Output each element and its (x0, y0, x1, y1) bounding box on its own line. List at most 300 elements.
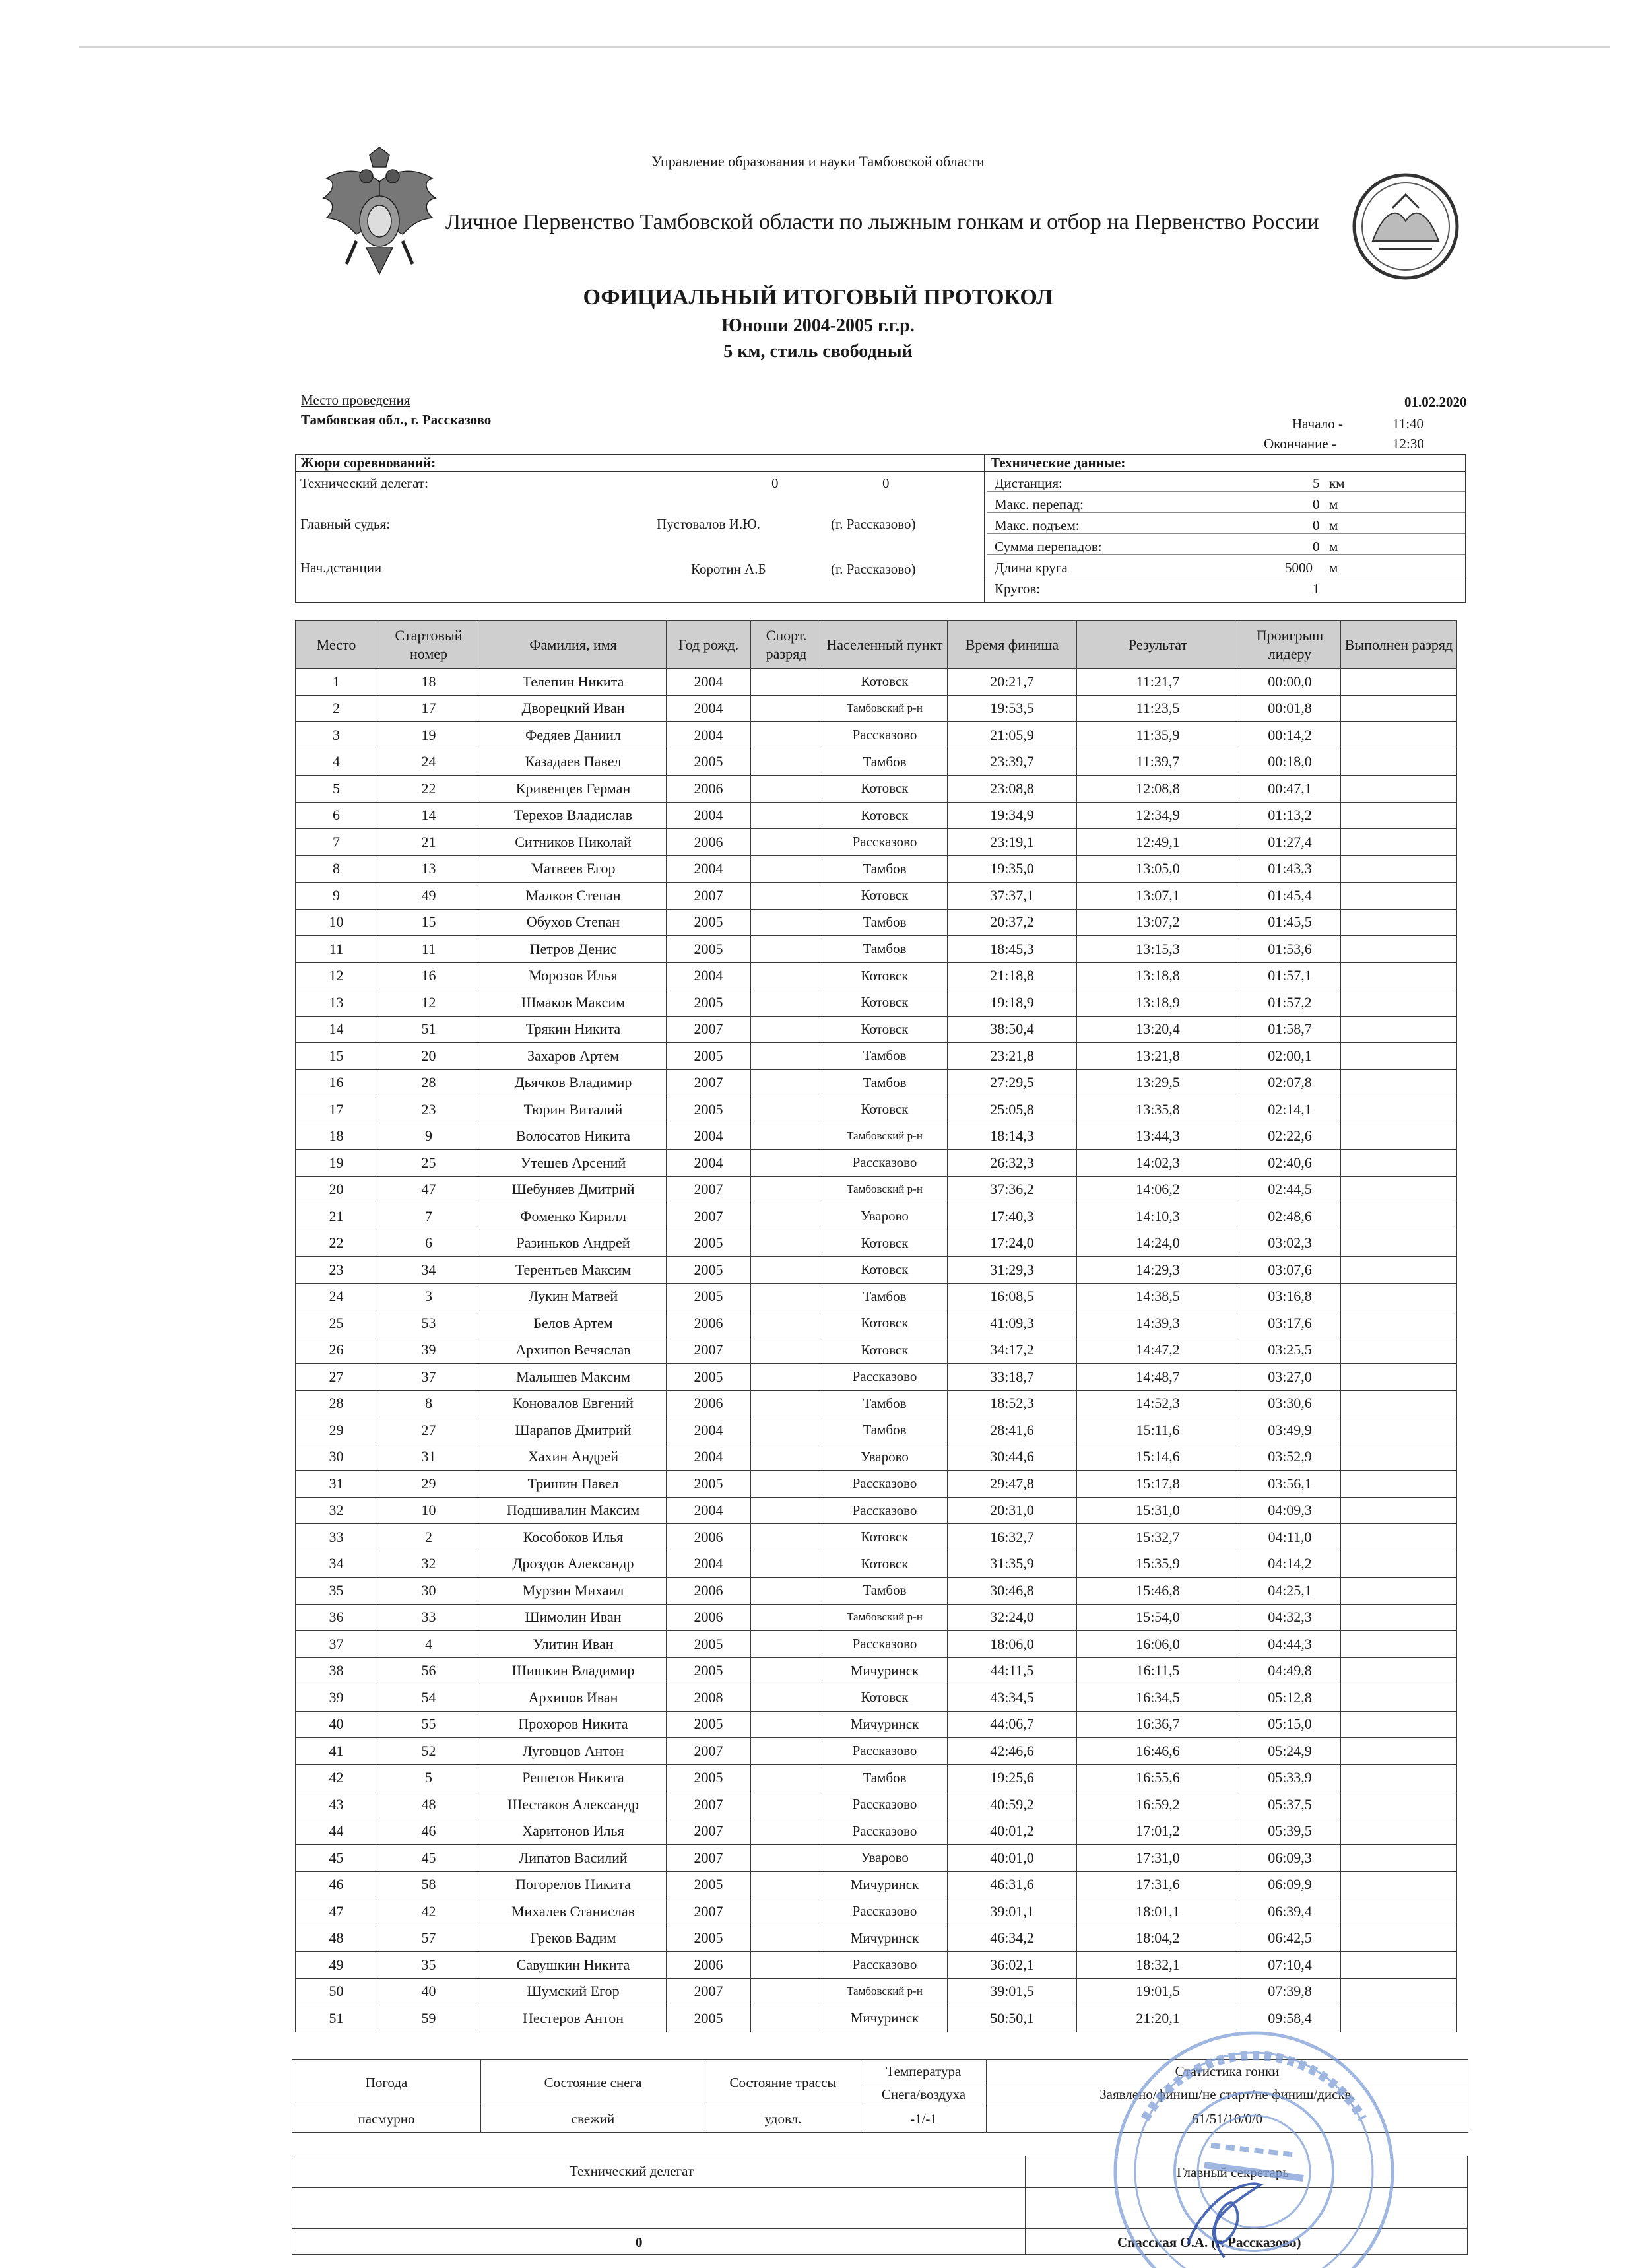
cell-rank-achieved (1341, 1845, 1457, 1872)
cell-athlete-name: Дьячков Владимир (480, 1069, 667, 1096)
cell-rank-achieved (1341, 1578, 1457, 1605)
cell-bib: 17 (377, 695, 480, 722)
cell-rank-achieved (1341, 883, 1457, 910)
cell-birth-year: 2007 (667, 1016, 751, 1043)
cell-finish-time: 20:31,0 (948, 1497, 1077, 1524)
cell-finish-time: 17:40,3 (948, 1203, 1077, 1230)
cell-athlete-name: Фоменко Кирилл (480, 1203, 667, 1230)
table-row (296, 1069, 1457, 1096)
cell-athlete-name: Мурзин Михаил (480, 1578, 667, 1605)
weather-label: Погода (292, 2060, 481, 2106)
cell-gap-to-leader: 04:25,1 (1239, 1578, 1341, 1605)
cell-finish-time: 30:44,6 (948, 1444, 1077, 1471)
cell-rank-achieved (1341, 1684, 1457, 1712)
cell-result: 12:49,1 (1077, 829, 1239, 856)
cell-bib: 54 (377, 1684, 480, 1712)
cell-finish-time: 32:24,0 (948, 1604, 1077, 1631)
cell-place: 51 (296, 2005, 377, 2032)
cell-rank-achieved (1341, 829, 1457, 856)
cell-place: 46 (296, 1871, 377, 1898)
cell-city: Тамбовский р-н (822, 1978, 948, 2005)
cell-birth-year: 2005 (667, 1257, 751, 1284)
cell-city: Рассказово (822, 1497, 948, 1524)
jury-tech-divider (984, 455, 985, 602)
table-row (296, 669, 1457, 696)
cell-result: 13:18,8 (1077, 962, 1239, 989)
cell-result: 14:29,3 (1077, 1257, 1239, 1284)
col-gap: Проигрыш лидеру (1239, 621, 1341, 669)
cell-sport-rank (751, 883, 822, 910)
cell-result: 14:39,3 (1077, 1310, 1239, 1337)
cell-rank-achieved (1341, 1471, 1457, 1498)
tech-delegate-value-1: 0 (771, 475, 779, 491)
col-place: Место (296, 621, 377, 669)
cell-bib: 5 (377, 1764, 480, 1791)
results-header-row (296, 621, 1457, 669)
cell-gap-to-leader: 05:15,0 (1239, 1711, 1341, 1738)
cell-place: 38 (296, 1657, 377, 1684)
cell-bib: 59 (377, 2005, 480, 2032)
cell-bib: 9 (377, 1123, 480, 1150)
cell-place: 24 (296, 1283, 377, 1310)
cell-birth-year: 2006 (667, 1524, 751, 1551)
cell-sport-rank (751, 1871, 822, 1898)
cell-finish-time: 19:35,0 (948, 855, 1077, 883)
cell-birth-year: 2005 (667, 1096, 751, 1123)
cell-gap-to-leader: 06:42,5 (1239, 1925, 1341, 1952)
cell-sport-rank (751, 1283, 822, 1310)
cell-bib: 33 (377, 1604, 480, 1631)
cell-place: 10 (296, 909, 377, 936)
cell-result: 14:24,0 (1077, 1230, 1239, 1257)
cell-gap-to-leader: 03:56,1 (1239, 1471, 1341, 1498)
cell-place: 40 (296, 1711, 377, 1738)
cell-athlete-name: Шмаков Максим (480, 989, 667, 1017)
cell-sport-rank (751, 1337, 822, 1364)
table-row (296, 1524, 1457, 1551)
cell-gap-to-leader: 01:45,5 (1239, 909, 1341, 936)
track-label: Состояние трассы (705, 2060, 861, 2106)
tech-total-climb-unit: м (1329, 539, 1338, 554)
cell-gap-to-leader: 07:39,8 (1239, 1978, 1341, 2005)
tech-delegate-value-2: 0 (882, 475, 890, 491)
cell-rank-achieved (1341, 1390, 1457, 1417)
col-rank-achieved: Выполнен разряд (1341, 621, 1457, 669)
tech-delegate-sign-label: Технический делегат (570, 2163, 694, 2179)
cell-birth-year: 2004 (667, 962, 751, 989)
cell-rank-achieved (1341, 1925, 1457, 1952)
jury-title: Жюри соревнований: (300, 455, 436, 471)
distance-chief-label: Нач.дстанции (300, 560, 382, 576)
cell-sport-rank (751, 1604, 822, 1631)
tech-distance-value: 5 (1313, 475, 1320, 491)
cell-place: 32 (296, 1497, 377, 1524)
cell-athlete-name: Лукин Матвей (480, 1283, 667, 1310)
cell-result: 14:48,7 (1077, 1364, 1239, 1391)
table-row (296, 1364, 1457, 1391)
cell-birth-year: 2005 (667, 989, 751, 1017)
tech-total-climb-value: 0 (1313, 539, 1320, 554)
cell-city: Рассказово (822, 1631, 948, 1658)
cell-bib: 57 (377, 1925, 480, 1952)
cell-result: 15:46,8 (1077, 1578, 1239, 1605)
cell-sport-rank (751, 962, 822, 989)
cell-rank-achieved (1341, 962, 1457, 989)
cell-result: 15:17,8 (1077, 1471, 1239, 1498)
cell-rank-achieved (1341, 909, 1457, 936)
cell-place: 31 (296, 1471, 377, 1498)
table-row (296, 883, 1457, 910)
cell-gap-to-leader: 01:57,1 (1239, 962, 1341, 989)
cell-finish-time: 40:01,0 (948, 1845, 1077, 1872)
cell-sport-rank (751, 1791, 822, 1818)
cell-city: Рассказово (822, 1952, 948, 1979)
cell-city: Мичуринск (822, 1925, 948, 1952)
cell-place: 17 (296, 1096, 377, 1123)
cell-result: 16:59,2 (1077, 1791, 1239, 1818)
cell-gap-to-leader: 03:52,9 (1239, 1444, 1341, 1471)
cell-rank-achieved (1341, 1337, 1457, 1364)
cell-bib: 35 (377, 1952, 480, 1979)
tech-delegate-sign-value: 0 (636, 2234, 643, 2250)
cell-gap-to-leader: 05:37,5 (1239, 1791, 1341, 1818)
cell-athlete-name: Кособоков Илья (480, 1524, 667, 1551)
cell-finish-time: 18:52,3 (948, 1390, 1077, 1417)
cell-athlete-name: Подшивалин Максим (480, 1497, 667, 1524)
cell-result: 16:06,0 (1077, 1631, 1239, 1658)
cell-finish-time: 46:34,2 (948, 1925, 1077, 1952)
cell-athlete-name: Матвеев Егор (480, 855, 667, 883)
cell-bib: 16 (377, 962, 480, 989)
cell-gap-to-leader: 05:24,9 (1239, 1738, 1341, 1765)
cell-birth-year: 2005 (667, 1631, 751, 1658)
cell-gap-to-leader: 02:44,5 (1239, 1176, 1341, 1203)
table-row (296, 855, 1457, 883)
cell-finish-time: 29:47,8 (948, 1471, 1077, 1498)
cell-rank-achieved (1341, 1524, 1457, 1551)
cell-city: Тамбовский р-н (822, 1176, 948, 1203)
results-table (295, 620, 1457, 2032)
cell-gap-to-leader: 06:09,9 (1239, 1871, 1341, 1898)
cell-place: 49 (296, 1952, 377, 1979)
cell-city: Котовск (822, 669, 948, 696)
chief-judge-label: Главный судья: (300, 516, 391, 532)
cell-finish-time: 18:06,0 (948, 1631, 1077, 1658)
cell-bib: 52 (377, 1738, 480, 1765)
cell-finish-time: 16:32,7 (948, 1524, 1077, 1551)
cell-finish-time: 41:09,3 (948, 1310, 1077, 1337)
cell-athlete-name: Разиньков Андрей (480, 1230, 667, 1257)
table-row (296, 1203, 1457, 1230)
cell-place: 28 (296, 1390, 377, 1417)
cell-rank-achieved (1341, 749, 1457, 776)
tech-max-drop-label: Макс. перепад: (995, 496, 1084, 512)
cell-city: Рассказово (822, 1364, 948, 1391)
cell-place: 4 (296, 749, 377, 776)
cell-place: 13 (296, 989, 377, 1017)
cell-bib: 46 (377, 1818, 480, 1845)
cell-result: 11:35,9 (1077, 722, 1239, 749)
cell-athlete-name: Греков Вадим (480, 1925, 667, 1952)
table-row (296, 1230, 1457, 1257)
table-row (296, 1711, 1457, 1738)
cell-finish-time: 23:08,8 (948, 776, 1077, 803)
cell-bib: 18 (377, 669, 480, 696)
cell-place: 36 (296, 1604, 377, 1631)
cell-sport-rank (751, 1578, 822, 1605)
cell-sport-rank (751, 802, 822, 829)
table-row (296, 1043, 1457, 1070)
cell-rank-achieved (1341, 1764, 1457, 1791)
cell-place: 30 (296, 1444, 377, 1471)
cell-bib: 22 (377, 776, 480, 803)
cell-birth-year: 2007 (667, 1203, 751, 1230)
jury-tech-header-rule (296, 471, 1465, 472)
cell-city: Мичуринск (822, 1871, 948, 1898)
table-row (296, 1898, 1457, 1925)
table-row (296, 1791, 1457, 1818)
table-row (296, 1150, 1457, 1177)
cell-rank-achieved (1341, 802, 1457, 829)
cell-result: 13:18,9 (1077, 989, 1239, 1017)
tech-distance-unit: км (1329, 475, 1345, 491)
cell-birth-year: 2007 (667, 1069, 751, 1096)
cell-birth-year: 2005 (667, 936, 751, 963)
cell-athlete-name: Шестаков Александр (480, 1791, 667, 1818)
cell-athlete-name: Прохоров Никита (480, 1711, 667, 1738)
cell-finish-time: 31:35,9 (948, 1551, 1077, 1578)
distance-style: 5 км, стиль свободный (723, 341, 913, 362)
cell-sport-rank (751, 1524, 822, 1551)
table-row (296, 1871, 1457, 1898)
cell-rank-achieved (1341, 1043, 1457, 1070)
cell-sport-rank (751, 1551, 822, 1578)
cell-bib: 55 (377, 1711, 480, 1738)
cell-finish-time: 44:06,7 (948, 1711, 1077, 1738)
cell-result: 13:44,3 (1077, 1123, 1239, 1150)
jury-tech-box (295, 454, 1466, 603)
cell-finish-time: 25:05,8 (948, 1096, 1077, 1123)
cell-place: 16 (296, 1069, 377, 1096)
cell-birth-year: 2005 (667, 909, 751, 936)
cell-birth-year: 2004 (667, 695, 751, 722)
cell-birth-year: 2007 (667, 1845, 751, 1872)
cell-sport-rank (751, 909, 822, 936)
cell-rank-achieved (1341, 722, 1457, 749)
tech-max-climb-unit: м (1329, 517, 1338, 533)
cell-athlete-name: Кривенцев Герман (480, 776, 667, 803)
cell-bib: 31 (377, 1444, 480, 1471)
cell-athlete-name: Дворецкий Иван (480, 695, 667, 722)
race-stats-value: 61/51/10/0/0 (987, 2106, 1468, 2133)
cell-athlete-name: Архипов Вечяслав (480, 1337, 667, 1364)
cell-place: 48 (296, 1925, 377, 1952)
cell-rank-achieved (1341, 1738, 1457, 1765)
cell-city: Котовск (822, 1230, 948, 1257)
table-row (296, 909, 1457, 936)
cell-city: Рассказово (822, 1471, 948, 1498)
chief-judge-city: (г. Рассказово) (831, 516, 916, 532)
cell-result: 13:20,4 (1077, 1016, 1239, 1043)
cell-result: 12:34,9 (1077, 802, 1239, 829)
cell-city: Котовск (822, 883, 948, 910)
cell-city: Котовск (822, 1337, 948, 1364)
cell-rank-achieved (1341, 1016, 1457, 1043)
table-row (296, 1283, 1457, 1310)
cell-place: 18 (296, 1123, 377, 1150)
cell-sport-rank (751, 695, 822, 722)
track-value: удовл. (705, 2106, 861, 2133)
cell-rank-achieved (1341, 936, 1457, 963)
cell-finish-time: 46:31,6 (948, 1871, 1077, 1898)
cell-gap-to-leader: 09:58,4 (1239, 2005, 1341, 2032)
cell-finish-time: 44:11,5 (948, 1657, 1077, 1684)
cell-place: 7 (296, 829, 377, 856)
cell-rank-achieved (1341, 1310, 1457, 1337)
cell-bib: 2 (377, 1524, 480, 1551)
table-row (296, 1738, 1457, 1765)
cell-birth-year: 2005 (667, 1871, 751, 1898)
tech-max-drop-unit: м (1329, 496, 1338, 512)
cell-gap-to-leader: 03:25,5 (1239, 1337, 1341, 1364)
cell-gap-to-leader: 05:12,8 (1239, 1684, 1341, 1712)
cell-birth-year: 2008 (667, 1684, 751, 1712)
cell-finish-time: 23:19,1 (948, 829, 1077, 856)
cell-place: 6 (296, 802, 377, 829)
cell-city: Тамбов (822, 1283, 948, 1310)
cell-gap-to-leader: 04:44,3 (1239, 1631, 1341, 1658)
page-top-rule (79, 46, 1610, 48)
cell-city: Тамбовский р-н (822, 1123, 948, 1150)
cell-birth-year: 2004 (667, 855, 751, 883)
cell-gap-to-leader: 03:27,0 (1239, 1364, 1341, 1391)
cell-result: 21:20,1 (1077, 2005, 1239, 2032)
cell-result: 13:05,0 (1077, 855, 1239, 883)
cell-bib: 30 (377, 1578, 480, 1605)
cell-birth-year: 2005 (667, 1043, 751, 1070)
tech-max-climb-value: 0 (1313, 517, 1320, 533)
cell-rank-achieved (1341, 1978, 1457, 2005)
cell-sport-rank (751, 1364, 822, 1391)
table-row (296, 1310, 1457, 1337)
cell-rank-achieved (1341, 1123, 1457, 1150)
cell-result: 13:35,8 (1077, 1096, 1239, 1123)
col-birth-year: Год рожд. (667, 621, 751, 669)
cell-sport-rank (751, 1176, 822, 1203)
cell-finish-time: 16:08,5 (948, 1283, 1077, 1310)
cell-city: Тамбов (822, 855, 948, 883)
cell-place: 5 (296, 776, 377, 803)
secretary-sign-label: Главный секретарь (1177, 2164, 1289, 2180)
table-row (296, 1417, 1457, 1444)
cell-birth-year: 2007 (667, 1791, 751, 1818)
cell-athlete-name: Улитин Иван (480, 1631, 667, 1658)
cell-place: 14 (296, 1016, 377, 1043)
venue-value: Тамбовская обл., г. Рассказово (301, 412, 492, 428)
cell-place: 3 (296, 722, 377, 749)
cell-birth-year: 2007 (667, 1738, 751, 1765)
table-row (296, 1390, 1457, 1417)
cell-rank-achieved (1341, 1711, 1457, 1738)
tech-distance-label: Дистанция: (995, 475, 1063, 491)
cell-place: 23 (296, 1257, 377, 1284)
cell-birth-year: 2006 (667, 776, 751, 803)
cell-gap-to-leader: 01:53,6 (1239, 936, 1341, 963)
age-group: Юноши 2004-2005 г.г.р. (721, 316, 915, 336)
cell-sport-rank (751, 936, 822, 963)
table-row (296, 1257, 1457, 1284)
table-row (296, 1978, 1457, 2005)
cell-place: 37 (296, 1631, 377, 1658)
cell-gap-to-leader: 02:48,6 (1239, 1203, 1341, 1230)
cell-place: 20 (296, 1176, 377, 1203)
cell-bib: 24 (377, 749, 480, 776)
cell-athlete-name: Ситников Николай (480, 829, 667, 856)
signature-icon (1162, 2165, 1280, 2264)
temperature-label: Температура (861, 2060, 987, 2083)
cell-sport-rank (751, 2005, 822, 2032)
cell-bib: 37 (377, 1364, 480, 1391)
cell-birth-year: 2004 (667, 1497, 751, 1524)
cell-finish-time: 19:18,9 (948, 989, 1077, 1017)
cell-birth-year: 2005 (667, 1230, 751, 1257)
cell-gap-to-leader: 00:47,1 (1239, 776, 1341, 803)
cell-result: 15:35,9 (1077, 1551, 1239, 1578)
cell-city: Мичуринск (822, 1711, 948, 1738)
cell-sport-rank (751, 1925, 822, 1952)
cell-finish-time: 19:53,5 (948, 695, 1077, 722)
cell-rank-achieved (1341, 1604, 1457, 1631)
cell-birth-year: 2007 (667, 1978, 751, 2005)
cell-athlete-name: Погорелов Никита (480, 1871, 667, 1898)
cell-rank-achieved (1341, 1791, 1457, 1818)
cell-sport-rank (751, 1631, 822, 1658)
cell-athlete-name: Харитонов Илья (480, 1818, 667, 1845)
cell-rank-achieved (1341, 855, 1457, 883)
cell-result: 14:47,2 (1077, 1337, 1239, 1364)
cell-finish-time: 33:18,7 (948, 1364, 1077, 1391)
cell-rank-achieved (1341, 1283, 1457, 1310)
cell-birth-year: 2004 (667, 669, 751, 696)
cell-city: Тамбовский р-н (822, 695, 948, 722)
table-row (296, 829, 1457, 856)
cell-gap-to-leader: 04:14,2 (1239, 1551, 1341, 1578)
cell-result: 17:31,6 (1077, 1871, 1239, 1898)
cell-athlete-name: Савушкин Никита (480, 1952, 667, 1979)
cell-sport-rank (751, 1818, 822, 1845)
cell-bib: 27 (377, 1417, 480, 1444)
table-row (296, 1123, 1457, 1150)
cell-place: 44 (296, 1818, 377, 1845)
cell-bib: 4 (377, 1631, 480, 1658)
cell-birth-year: 2007 (667, 1898, 751, 1925)
cell-sport-rank (751, 1310, 822, 1337)
cell-birth-year: 2004 (667, 1417, 751, 1444)
cell-sport-rank (751, 1390, 822, 1417)
cell-sport-rank (751, 1711, 822, 1738)
table-row (296, 1845, 1457, 1872)
table-row (296, 962, 1457, 989)
cell-result: 11:39,7 (1077, 749, 1239, 776)
cell-result: 16:55,6 (1077, 1764, 1239, 1791)
cell-birth-year: 2004 (667, 722, 751, 749)
cell-sport-rank (751, 1444, 822, 1471)
cell-bib: 56 (377, 1657, 480, 1684)
cell-finish-time: 20:37,2 (948, 909, 1077, 936)
cell-rank-achieved (1341, 1096, 1457, 1123)
cell-result: 16:34,5 (1077, 1684, 1239, 1712)
table-row (296, 722, 1457, 749)
